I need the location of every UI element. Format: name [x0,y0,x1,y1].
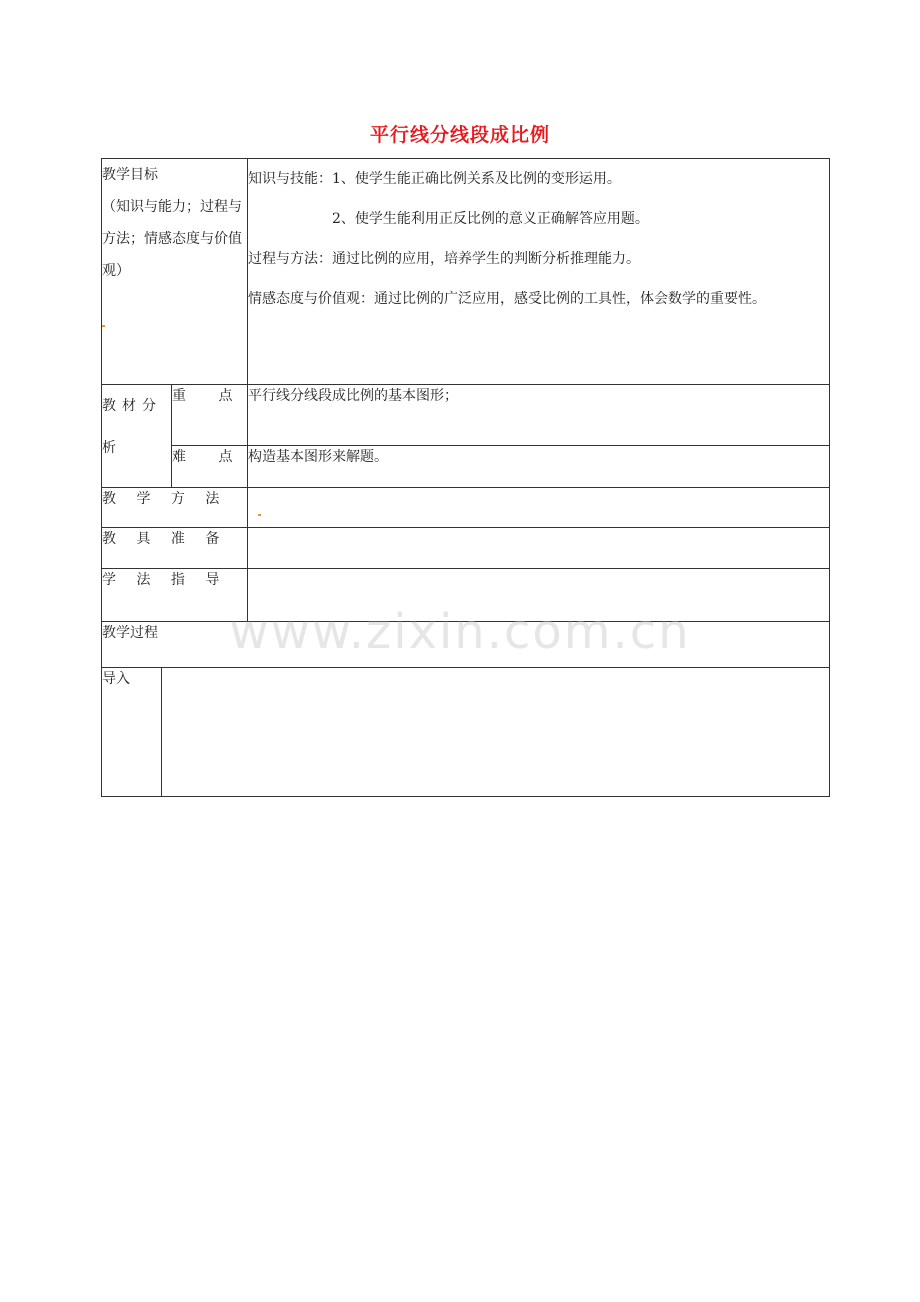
goals-row [102,159,830,385]
goal-emotion: 情感态度与价值观：通过比例的广泛应用，感受比例的工具性，体会数学的重要性。 [248,291,766,307]
goal-knowledge-1: 知识与技能：1、使学生能正确比例关系及比例的变形运用。 [248,171,621,187]
method-label: 教 学 方 法 [102,488,248,528]
guide-label: 学 法 指 导 [102,569,248,622]
tools-row [102,528,830,569]
goals-label-cell [102,159,248,385]
difficulty-row [102,446,830,488]
goal-process: 过程与方法：通过比例的应用，培养学生的判断分析推理能力。 [248,251,640,267]
watermark: www.zixin.com.cn [229,604,691,660]
mark-icon [102,325,105,327]
method-value [248,488,830,528]
goals-content-cell [248,159,830,385]
intro-label: 导入 [102,668,162,797]
difficulty-text: 构造基本图形来解题。 [248,446,830,488]
lesson-plan-table [101,158,830,797]
process-label: 教学过程 [102,622,830,668]
page-title: 平行线分线段成比例 [369,124,550,146]
method-row [102,488,830,528]
key-point-text: 平行线分线段成比例的基本图形； [248,385,830,446]
goals-sublabel: （知识与能力；过程与方法；情感态度与价值观） [102,199,242,279]
intro-content [162,668,830,797]
intro-row [102,668,830,797]
tools-value [248,528,830,569]
key-point-row [102,385,830,446]
materials-label: 教材分析 [102,385,172,488]
mark-icon [258,514,261,516]
tools-label: 教 具 准 备 [102,528,248,569]
goal-knowledge-2: 2、使学生能利用正反比例的意义正确解答应用题。 [332,211,649,227]
goals-label: 教学目标 [102,167,158,183]
difficulty-label: 难 点 [172,446,248,488]
key-point-label: 重 点 [172,385,248,446]
